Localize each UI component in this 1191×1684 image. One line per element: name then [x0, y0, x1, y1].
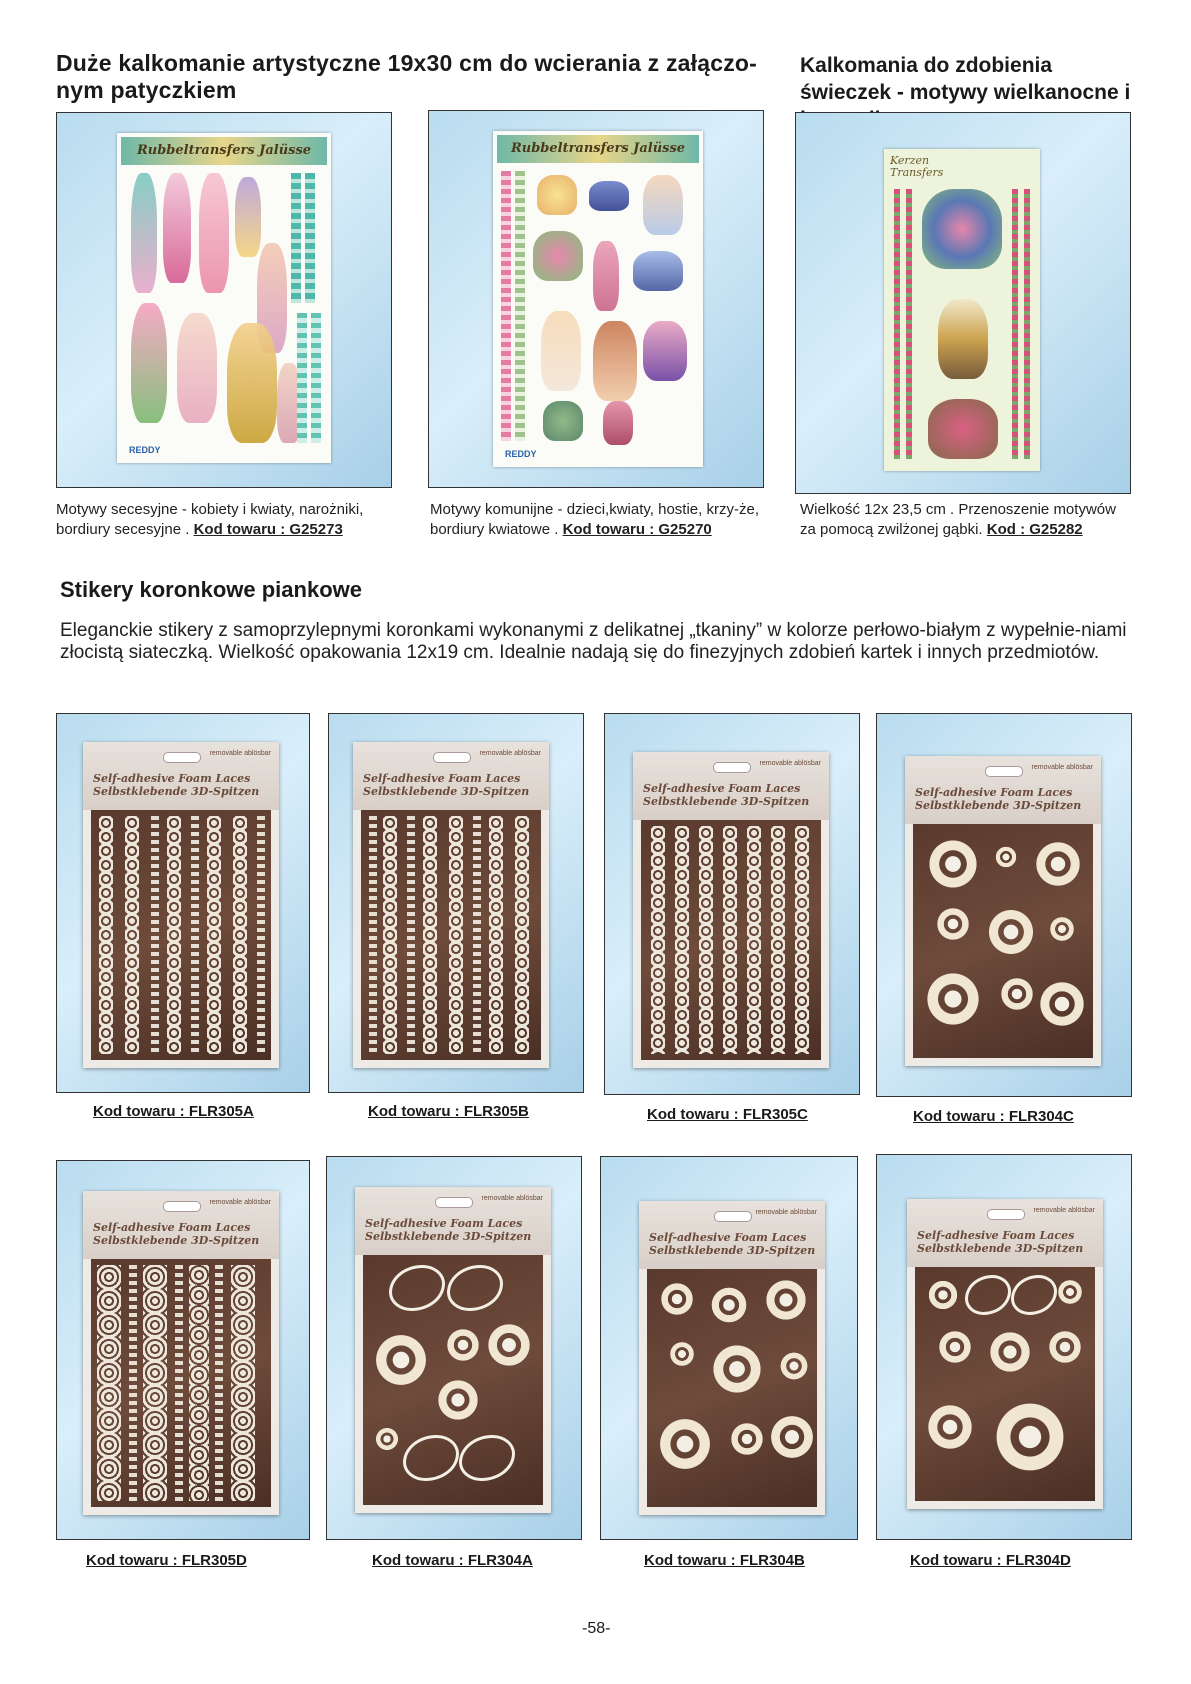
- pack-title-de: Selbstklebende 3D-Spitzen: [649, 1244, 816, 1257]
- product-image-flr304b: [600, 1156, 858, 1540]
- pack-title-en: Self-adhesive Foam Laces: [365, 1217, 523, 1230]
- product-code-g25282: Kod : G25282: [986, 521, 1083, 538]
- heading-candle-decals: Kalkomania do zdobienia świeczek - motywy wielkanocne i: [800, 54, 1131, 104]
- product-code-g25273: Kod towaru : G25273: [193, 521, 343, 538]
- brand-logo: REDDY: [505, 449, 537, 459]
- removable-label: removable ablösbar: [479, 750, 541, 757]
- removable-label: removable ablösbar: [1031, 764, 1093, 771]
- page-number: -58-: [582, 1620, 611, 1637]
- pack-title-en: Self-adhesive Foam Laces: [915, 786, 1073, 799]
- sticker-pack: [83, 1191, 279, 1515]
- pack-title-en: Self-adhesive Foam Laces: [363, 772, 521, 785]
- pack-title-en: Self-adhesive Foam Laces: [643, 782, 801, 795]
- product-image-flr304a: [326, 1156, 582, 1540]
- product-code-flr304c: Kod towaru : FLR304C: [913, 1108, 1074, 1125]
- removable-label: removable ablösbar: [209, 1199, 271, 1206]
- heading-large-decals: Duże kalkomanie artystyczne 19x30 cm do wcierania z załączo-nym patyczkiem: [56, 50, 758, 103]
- product-image-flr304c: [876, 713, 1132, 1097]
- product-code-flr305b: Kod towaru : FLR305B: [368, 1103, 529, 1120]
- sticker-pack: [353, 742, 549, 1068]
- pack-title-de: Selbstklebende 3D-Spitzen: [93, 1234, 260, 1247]
- sticker-pack: [907, 1199, 1103, 1509]
- product-code-flr305d: Kod towaru : FLR305D: [86, 1552, 247, 1569]
- caption-g25282: Wielkość 12x 23,5 cm . Przenoszenie motywów za pomocą zwilżonej gąbki. Kod : G25282: [800, 501, 1116, 538]
- product-image-flr305c: [604, 713, 860, 1095]
- pack-title-en: Self-adhesive Foam Laces: [917, 1229, 1075, 1242]
- product-image-flr305a: [56, 713, 310, 1093]
- product-code-flr305c: Kod towaru : FLR305C: [647, 1106, 808, 1123]
- decal-sheet: [117, 133, 331, 463]
- sheet-title: Rubbeltransfers Jalüsse: [510, 141, 686, 156]
- product-image-g25282: [795, 112, 1131, 494]
- sticker-pack: [905, 756, 1101, 1066]
- pack-title-en: Self-adhesive Foam Laces: [93, 772, 251, 785]
- heading-lace-stickers: Stikery koronkowe piankowe: [60, 577, 362, 602]
- sticker-pack: [639, 1201, 825, 1515]
- lace-stickers-description: Eleganckie stikery z samoprzylepnymi koronkami wykonanymi z delikatnej „tkaniny” w kolorze perłowo-białym z wypełnie-niami złocistą siateczką. Wielkość opakowania 12x19 cm. Idealnie nadają się do finezyjnych zdobień kartek i innych przedmiotów.: [60, 620, 1127, 663]
- sticker-pack: [633, 752, 829, 1068]
- product-code-flr304d: Kod towaru : FLR304D: [910, 1552, 1071, 1569]
- product-image-flr304d: [876, 1154, 1132, 1540]
- removable-label: removable ablösbar: [481, 1195, 543, 1202]
- removable-label: removable ablösbar: [209, 750, 271, 757]
- product-code-flr304b: Kod towaru : FLR304B: [644, 1552, 805, 1569]
- product-image-flr305b: [328, 713, 584, 1093]
- decal-sheet: [493, 131, 703, 467]
- product-code-flr305a: Kod towaru : FLR305A: [93, 1103, 254, 1120]
- decal-sheet: [884, 149, 1040, 471]
- pack-title-de: Selbstklebende 3D-Spitzen: [93, 785, 260, 798]
- product-code-g25270: Kod towaru : G25270: [562, 521, 712, 538]
- pack-title-de: Selbstklebende 3D-Spitzen: [917, 1242, 1084, 1255]
- product-image-g25273: [56, 112, 392, 488]
- sheet-title: Kerzen Transfers: [890, 154, 944, 179]
- pack-title-en: Self-adhesive Foam Laces: [649, 1231, 807, 1244]
- sheet-title: Rubbeltransfers Jalüsse: [136, 143, 312, 158]
- product-code-flr304a: Kod towaru : FLR304A: [372, 1552, 533, 1569]
- removable-label: removable ablösbar: [755, 1209, 817, 1216]
- brand-logo: REDDY: [129, 445, 161, 455]
- sticker-pack: [83, 742, 279, 1068]
- pack-title-de: Selbstklebende 3D-Spitzen: [365, 1230, 532, 1243]
- product-image-flr305d: [56, 1160, 310, 1540]
- removable-label: removable ablösbar: [759, 760, 821, 767]
- pack-title-en: Self-adhesive Foam Laces: [93, 1221, 251, 1234]
- caption-g25270: Motywy komunijne - dzieci,kwiaty, hostie, krzy-że, bordiury kwiatowe . Kod towaru : G25270: [430, 501, 759, 538]
- caption-g25273: Motywy secesyjne - kobiety i kwiaty, narożniki, bordiury secesyjne . Kod towaru : G25273: [56, 501, 364, 538]
- pack-title-de: Selbstklebende 3D-Spitzen: [915, 799, 1082, 812]
- product-image-g25270: [428, 110, 764, 488]
- removable-label: removable ablösbar: [1033, 1207, 1095, 1214]
- pack-title-de: Selbstklebende 3D-Spitzen: [363, 785, 530, 798]
- sticker-pack: [355, 1187, 551, 1513]
- pack-title-de: Selbstklebende 3D-Spitzen: [643, 795, 810, 808]
